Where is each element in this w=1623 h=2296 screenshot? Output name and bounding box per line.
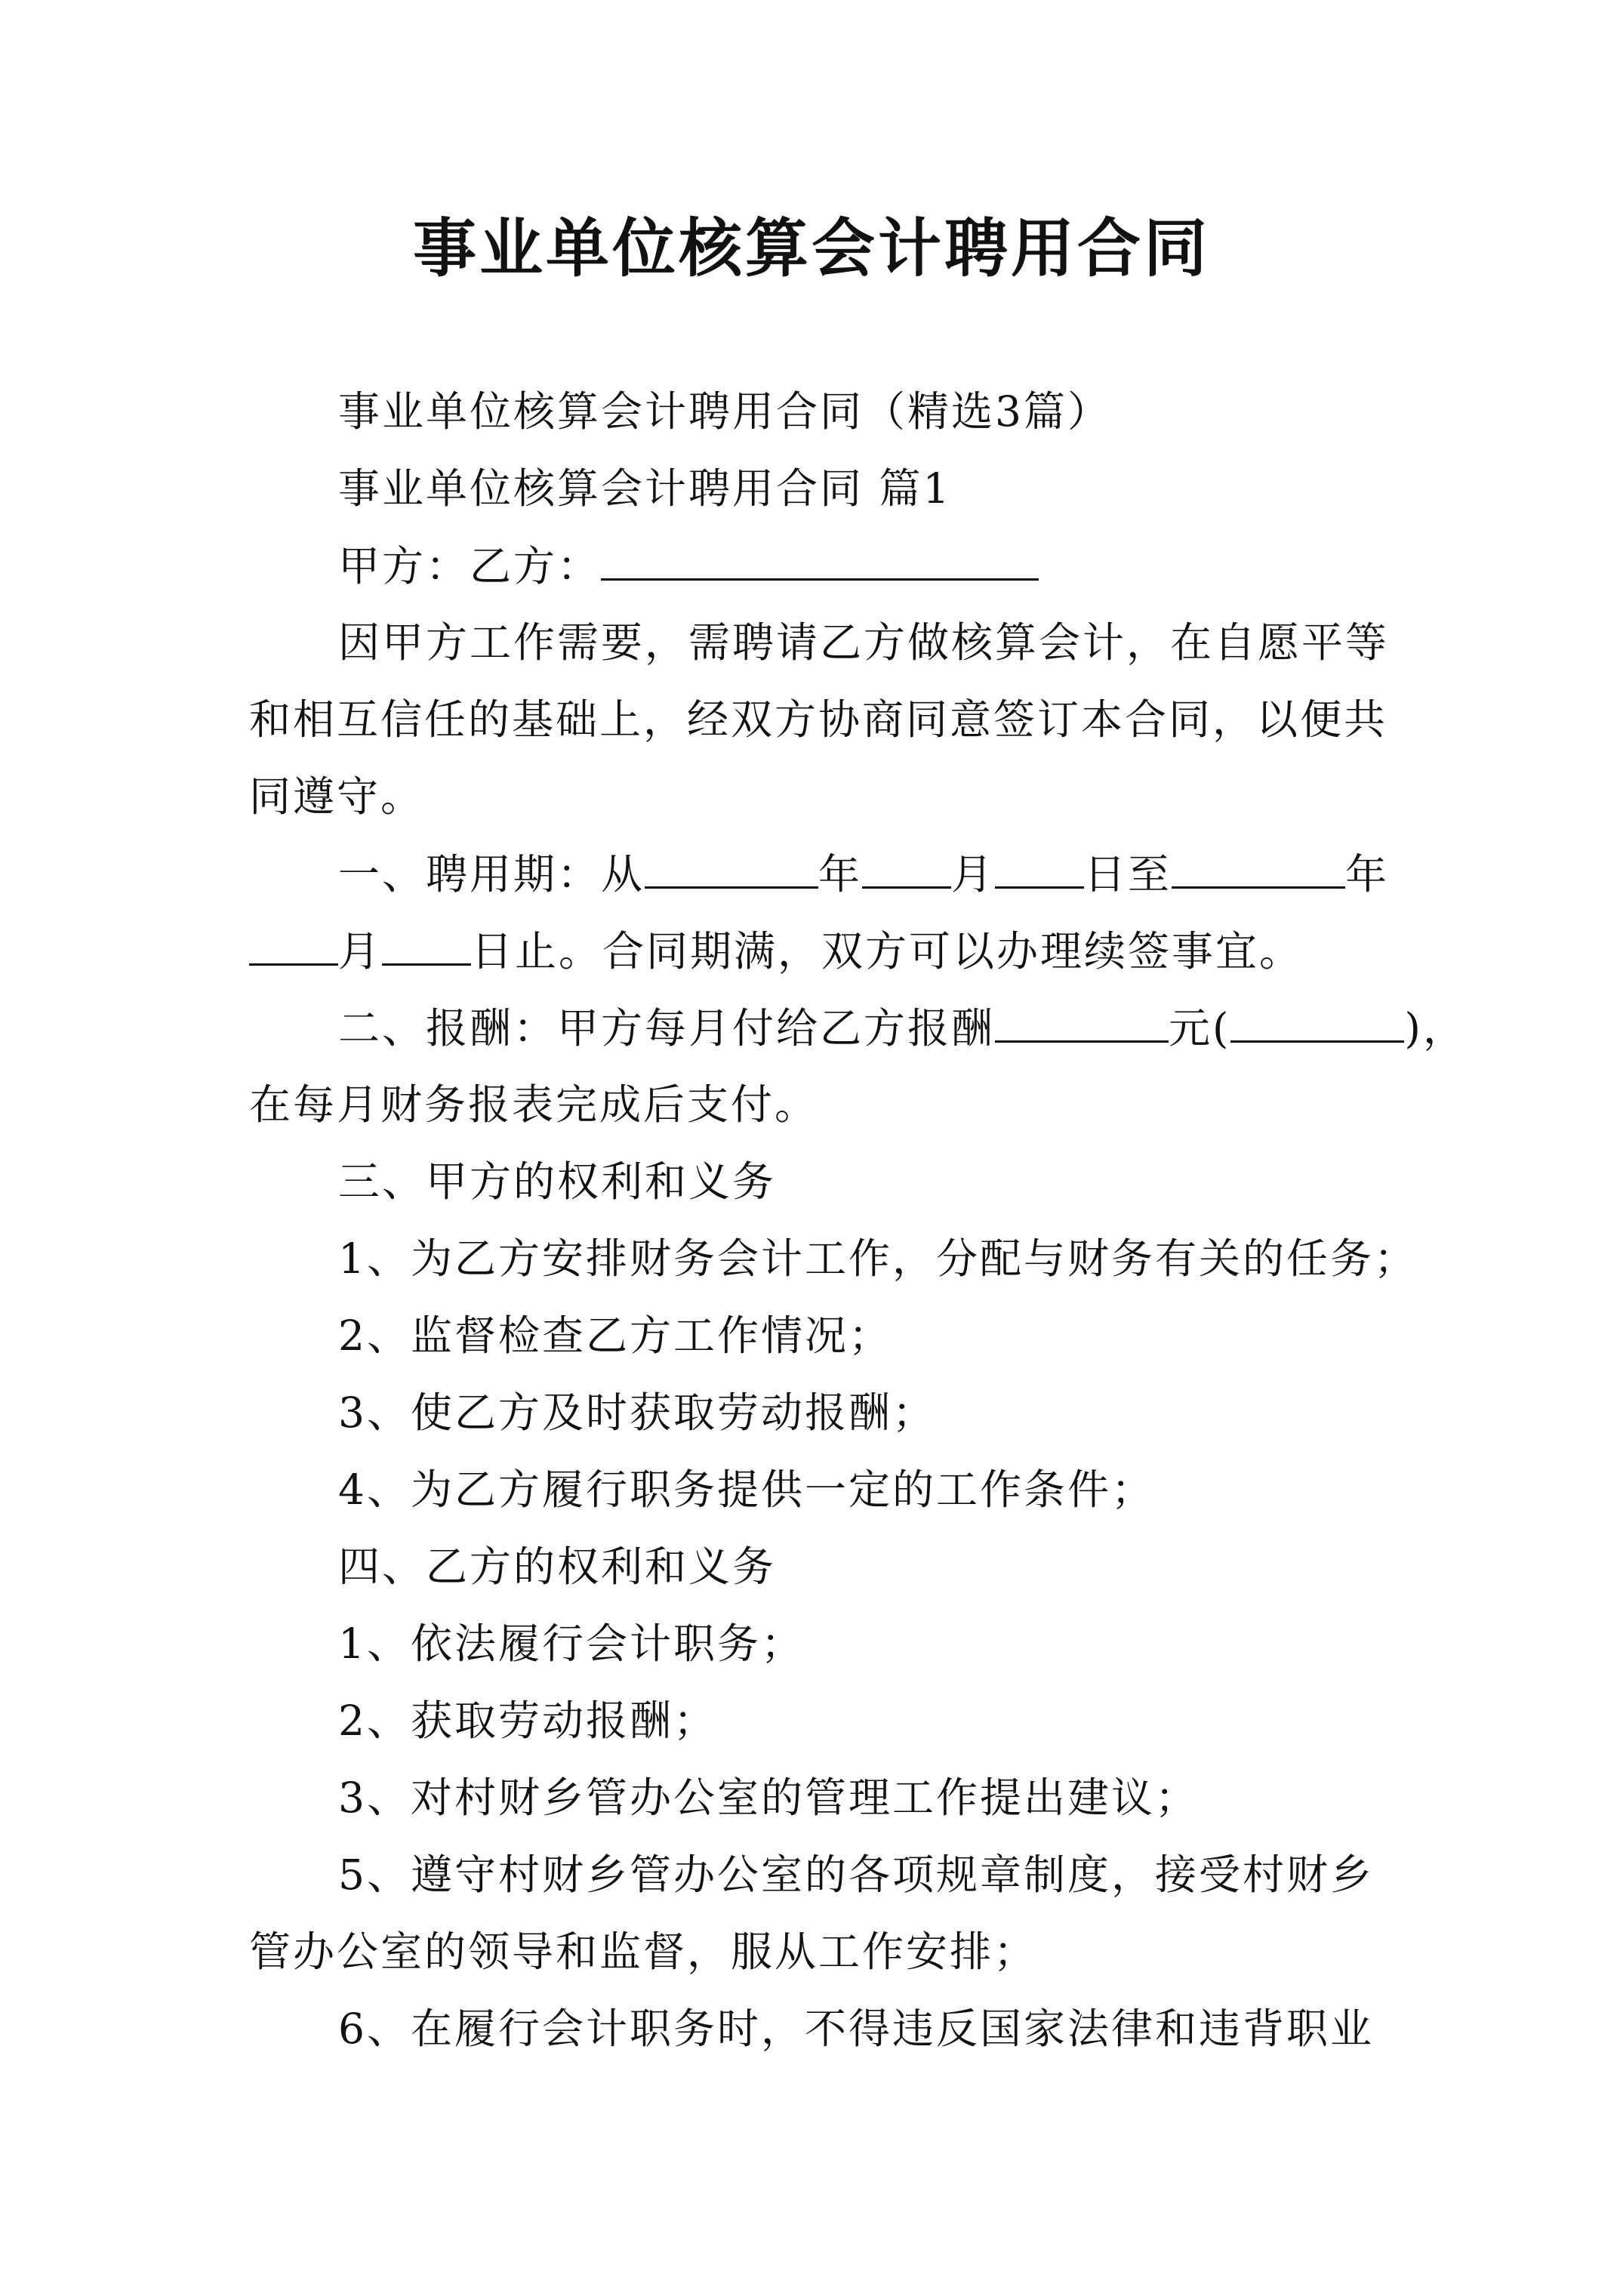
pay-line-2: 在每月财务报表完成后支付。 xyxy=(249,1080,819,1129)
section-heading: 事业单位核算会计聘用合同 篇1 xyxy=(338,464,952,513)
b-item-3: 3、对村财乡管办公室的管理工作提出建议； xyxy=(338,1774,1199,1822)
term-month-2: 月 xyxy=(338,927,383,975)
a-item-3: 3、使乙方及时获取劳动报酬； xyxy=(338,1388,936,1437)
term-start-day-blank xyxy=(995,847,1084,889)
b-item-2: 2、获取劳动报酬； xyxy=(338,1697,717,1745)
party-b-label: 乙方： xyxy=(470,542,602,590)
party-a-label: 甲方： xyxy=(338,542,470,590)
intro-line-1: 因甲方工作需要，需聘请乙方做核算会计，在自愿平等 xyxy=(338,618,1390,667)
term-end-month-blank xyxy=(249,924,338,966)
a-item-2: 2、监督检查乙方工作情况； xyxy=(338,1311,892,1360)
term-prefix: 一、聘用期：从 xyxy=(338,850,645,898)
intro-line-3: 同遵守。 xyxy=(249,772,425,821)
term-year-2: 年 xyxy=(1345,850,1390,898)
subtitle: 事业单位核算会计聘用合同（精选3篇） xyxy=(338,387,1111,436)
term-end-day-blank xyxy=(382,924,471,966)
document-title: 事业单位核算会计聘用合同 xyxy=(412,211,1210,285)
term-line-2 xyxy=(249,924,1404,978)
pay-line-1 xyxy=(338,1001,1467,1055)
term-line-1 xyxy=(338,847,1404,901)
pay-close: )， xyxy=(1404,1004,1467,1052)
pay-prefix: 二、报酬：甲方每月付给乙方报酬 xyxy=(338,1004,996,1052)
term-start-year-blank xyxy=(645,847,818,889)
pay-amount-blank xyxy=(995,1001,1169,1043)
term-end-year-blank xyxy=(1172,847,1345,889)
pay-amount-words-blank xyxy=(1230,1001,1404,1043)
b-item-5-line-2: 管办公室的领导和监督，服从工作安排； xyxy=(249,1928,1038,1976)
term-month-1: 月 xyxy=(951,850,996,898)
section-a-heading: 三、甲方的权利和义务 xyxy=(338,1157,777,1206)
parties-line xyxy=(338,539,1404,593)
party-b-blank xyxy=(601,539,1039,581)
term-year-1: 年 xyxy=(818,850,863,898)
b-item-6-line-1: 6、在履行会计职务时，不得违反国家法律和违背职业 xyxy=(338,2005,1374,2053)
b-item-1: 1、依法履行会计职务； xyxy=(338,1620,805,1668)
a-item-1: 1、为乙方安排财务会计工作，分配与财务有关的任务； xyxy=(338,1234,1418,1283)
b-item-5-line-1: 5、遵守村财乡管办公室的各项规章制度，接受村财乡 xyxy=(338,1851,1374,1899)
term-day-to: 日至 xyxy=(1084,850,1172,898)
intro-line-2: 和相互信任的基础上，经双方协商同意签订本合同，以便共 xyxy=(249,695,1388,744)
a-item-4: 4、为乙方履行职务提供一定的工作条件； xyxy=(338,1465,1155,1514)
term-start-month-blank xyxy=(862,847,951,889)
pay-yuan: 元( xyxy=(1169,1004,1231,1052)
section-b-heading: 四、乙方的权利和义务 xyxy=(338,1542,777,1591)
term-end-text: 日止。合同期满，双方可以办理续签事宜。 xyxy=(471,927,1304,975)
